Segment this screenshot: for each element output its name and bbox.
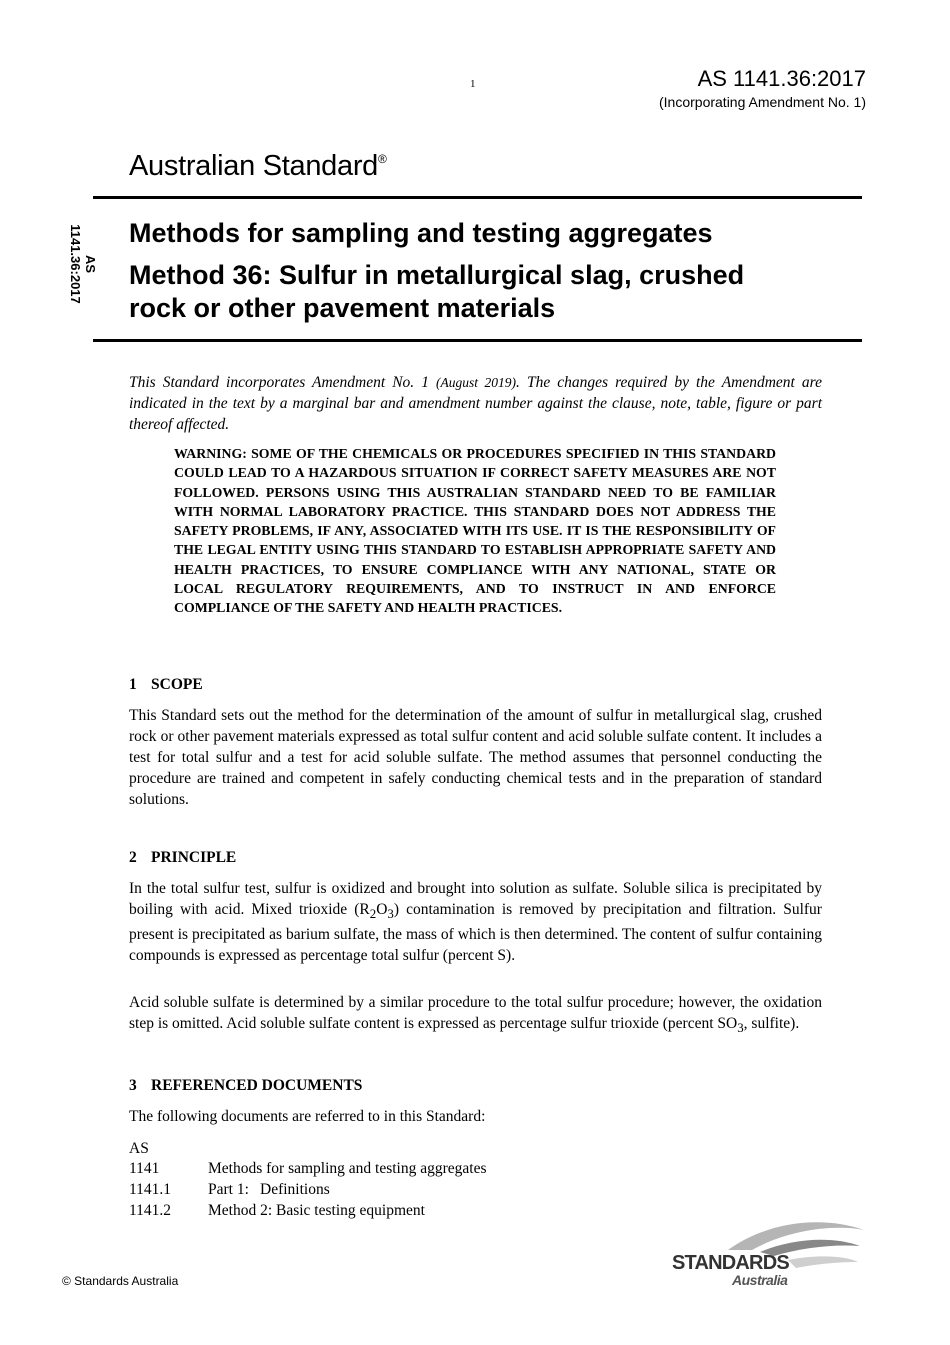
principle-p1-text-a: In the total sulfur test, sulfur is oxidized and brought into solution as sulfate. Soluble silica is precipitated by boiling with acid. Mixed trioxide (R (129, 880, 822, 918)
references-title: REFERENCED DOCUMENTS (151, 1077, 363, 1094)
registered-mark: ® (378, 152, 387, 166)
title-line-2: Method 36: Sulfur in metallurgical slag, crushed (129, 260, 745, 290)
principle-p2-text-b: , sulfite). (743, 1015, 800, 1032)
reference-item (129, 1158, 487, 1179)
scope-text: This Standard sets out the method for the determination of the amount of sulfur in metallurgical slag, crushed rock or other pavement materials expressed as total sulfur content and acid soluble sulfate content. It includes a test for total sulfur and a test for acid soluble sulfate. The method assumes that personnel conducting the procedure are trained and competent in safely conducting chemical tests and in the preparation of standard solutions. (129, 707, 822, 808)
scope-heading (129, 676, 203, 694)
principle-p1-text-b: O (376, 901, 388, 918)
principle-p1-text-c: ) contamination is removed by precipitation and filtration. Sulfur present is precipitated as barium sulfate, the mass of which is then determined. The content of sulfur containing compounds is expressed as percentage total sulfur (percent S). (129, 901, 822, 965)
intro-text-2: . The changes required by the Amendment are indicated in the text by a marginal bar and amendment number against the clause, note, table, figure or part thereof affected. (129, 374, 822, 433)
reference-title: Methods for sampling and testing aggregates (208, 1160, 487, 1177)
reference-item (129, 1179, 330, 1200)
reference-code: 1141.1 (129, 1181, 172, 1198)
reference-item (129, 1200, 425, 1221)
principle-paragraph-1 (129, 878, 822, 966)
reference-part: Part 1: (208, 1181, 249, 1198)
references-intro: The following documents are referred to in this Standard: (129, 1108, 486, 1125)
standard-code: AS 1141.36:2017 (697, 66, 866, 91)
top-rule (93, 196, 862, 199)
amendment-note: (Incorporating Amendment No. 1) (659, 94, 866, 110)
reference-code: 1141.2 (129, 1202, 172, 1219)
principle-p2-text-a: Acid soluble sulfate is determined by a similar procedure to the total sulfur procedure; however, the oxidation step is omitted. Acid soluble sulfate content is expressed as percentage sulfur trioxide (percent SO (129, 994, 822, 1032)
page-number: 1 (470, 78, 476, 90)
bottom-rule (93, 339, 862, 342)
principle-paragraph-2 (129, 992, 822, 1038)
amendment-date: (August 2019) (436, 375, 517, 390)
copyright-notice: © Standards Australia (62, 1274, 179, 1288)
principle-number: 2 (129, 849, 137, 866)
brand-text: Australian Standard (129, 150, 379, 182)
reference-title: Basic testing equipment (276, 1202, 425, 1219)
reference-code: 1141 (129, 1160, 160, 1177)
reference-part: Method 2: (208, 1202, 273, 1219)
subscript-3: 3 (387, 906, 394, 922)
reference-group: AS (129, 1140, 149, 1157)
standards-australia-logo (668, 1216, 868, 1291)
title-line-3: rock or other pavement materials (129, 293, 556, 323)
subscript-so3: 3 (737, 1020, 744, 1036)
subscript-2: 2 (369, 906, 377, 922)
safety-warning: WARNING: SOME OF THE CHEMICALS OR PROCEDURES SPECIFIED IN THIS STANDARD COULD LEAD TO A HAZARDOUS SITUATION IF CORRECT SAFETY MEASURES ARE NOT FOLLOWED. PERSONS USING THIS AUSTRALIAN STANDARD NEED TO BE FAMILIAR WITH NORMAL LABORATORY PRACTICE. THIS STANDARD DOES NOT ADDRESS THE SAFETY PROBLEMS, IF ANY, ASSOCIATED WITH ITS USE. IT IS THE RESPONSIBILITY OF THE LEGAL ENTITY USING THIS STANDARD TO ESTABLISH APPROPRIATE SAFETY AND HEALTH PRACTICES, TO ENSURE COMPLIANCE WITH ANY NATIONAL, STATE OR LOCAL REGULATORY REQUIREMENTS, AND TO INSTRUCT IN AND ENFORCE COMPLIANCE OF THE SAFETY AND HEALTH PRACTICES. (174, 446, 776, 616)
logo-wordmark: STANDARDS (672, 1252, 789, 1274)
scope-number: 1 (129, 676, 137, 693)
references-heading (129, 1077, 362, 1095)
principle-heading (129, 849, 236, 867)
side-standard-code: AS 1141.36:2017 (68, 224, 98, 304)
intro-text-1: This Standard incorporates Amendment No. 1 (129, 374, 437, 391)
scope-title: SCOPE (151, 676, 203, 693)
reference-title: Definitions (260, 1181, 330, 1198)
references-number: 3 (129, 1077, 137, 1094)
principle-title: PRINCIPLE (151, 849, 237, 866)
brand-title (129, 150, 387, 183)
title-line-1: Methods for sampling and testing aggregates (129, 218, 713, 248)
amendment-statement (129, 372, 822, 435)
logo-subtitle: Australia (732, 1272, 788, 1288)
